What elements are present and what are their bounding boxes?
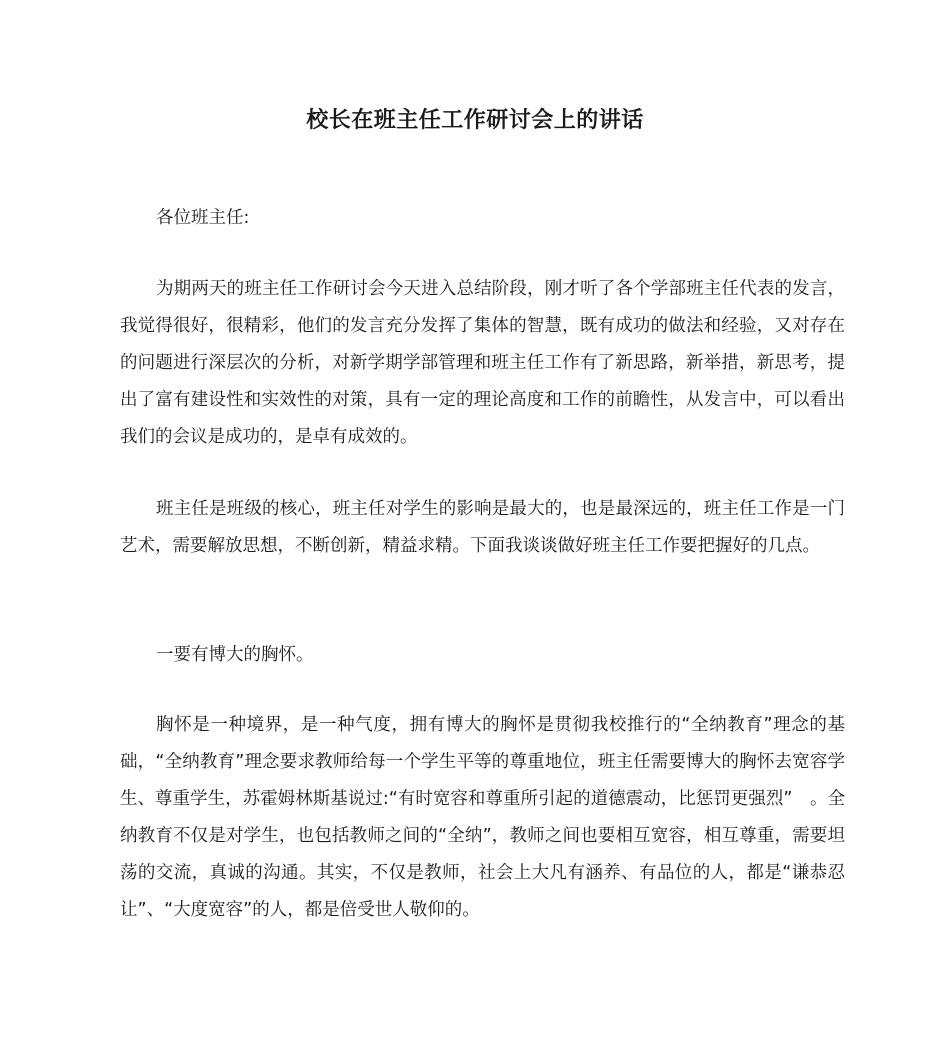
document-title: 校长在班主任工作研讨会上的讲话 [306, 108, 644, 133]
point-heading-broad-mind: 一要有博大的胸怀。 [156, 645, 314, 665]
paragraph-opening: 为期两天的班主任工作研讨会今天进入总结阶段，刚才听了各个学部班主任代表的发言，我觉得很好，很精彩，他们的发言充分发挥了集体的智慧，既有成功的做法和经验，又对存在的问题进行深层次的分析，对新学期学部管理和班主任工作有了新思路，新举措，新思考，提出了富有建设性和实效性的对策，具有一定的理论高度和工作的前瞻性，从发言中，可以看出我们的会议是成功的，是卓有成效的。 [120, 279, 845, 447]
paragraph-broad-mind: 胸怀是一种境界，是一种气度，拥有博大的胸怀是贯彻我校推行的“全纳教育”理念的基础，“全纳教育”理念要求教师给每一个学生平等的尊重地位，班主任需要博大的胸怀去宽容学生、尊重学生，苏霍姆林斯基说过:“有时宽容和尊重所引起的道德震动，比惩罚更强烈” 。全纳教育不仅是对学生，也包括教师之间的“全纳”，教师之间也要相互宽容，相互尊重，需要坦荡的交流，真诚的沟通。其实，不仅是教师，社会上大凡有涵养、有品位的人，都是“谦恭忍让”、“大度宽容”的人，都是倍受世人敬仰的。 [120, 715, 845, 920]
paragraph-class-teacher-role: 班主任是班级的核心，班主任对学生的影响是最大的，也是最深远的，班主任工作是一门艺术，需要解放思想，不断创新，精益求精。下面我谈谈做好班主任工作要把握好的几点。 [120, 499, 845, 556]
salutation: 各位班主任: [156, 208, 250, 228]
